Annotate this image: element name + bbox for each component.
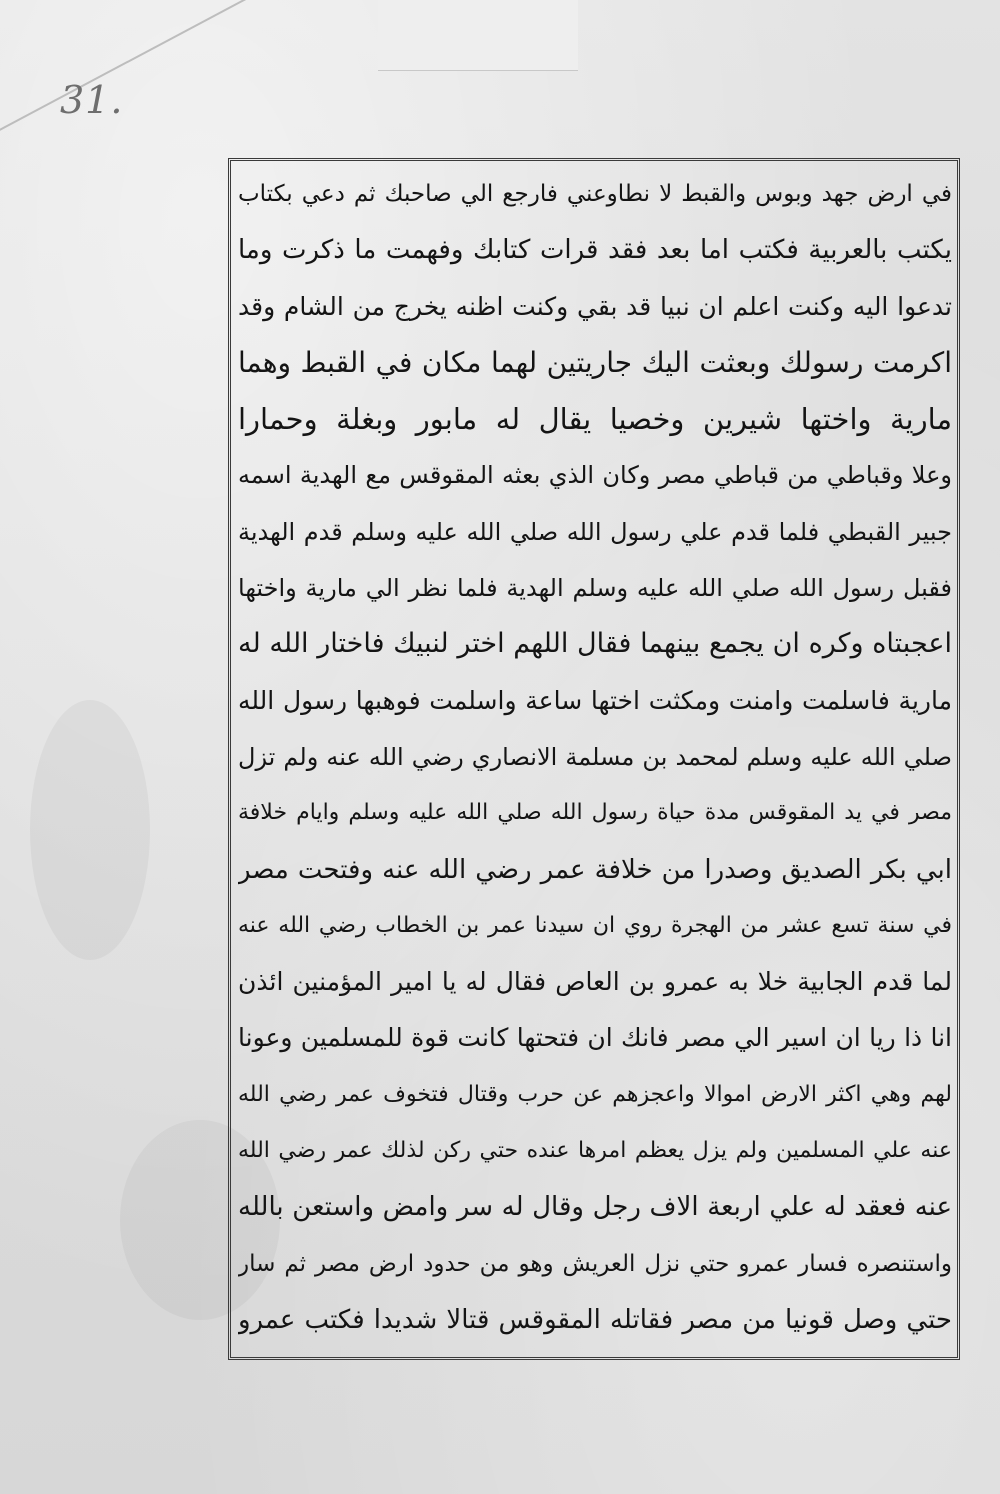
text-line: ابي بكر الصديق وصدرا من خلافة عمر رضي الله عنه وفتحت مصر bbox=[238, 854, 952, 885]
paper-stain bbox=[30, 700, 150, 960]
text-line: في سنة تسع عشر من الهجرة روي ان سيدنا عمر بن الخطاب رضي الله عنه bbox=[238, 912, 952, 938]
text-line: وعلا وقباطي من قباطي مصر وكان الذي بعثه المقوقس مع الهدية اسمه bbox=[238, 461, 952, 490]
paper-strip bbox=[378, 0, 578, 71]
text-line: في ارض جهد وبوس والقبط لا نطاوعني فارجع الي صاحبك ثم دعي بكتاب bbox=[238, 181, 952, 207]
paper-fold-line bbox=[0, 0, 252, 152]
text-line: مصر في يد المقوقس مدة حياة رسول الله صلي الله عليه وسلم وايام خلافة bbox=[238, 800, 952, 826]
text-line: عنه علي المسلمين ولم يزل يعظم امرها عنده حتي ركن لذلك عمر رضي الله bbox=[238, 1138, 952, 1164]
folio-number: 31. bbox=[60, 78, 124, 122]
manuscript-text-block bbox=[232, 166, 958, 1356]
text-line: انا ذا ريا ان اسير الي مصر فانك ان فتحتها كانت قوة للمسلمين وعونا bbox=[238, 1023, 952, 1053]
text-line: لهم وهي اكثر الارض اموالا واعجزهم عن حرب وقتال فتخوف عمر رضي الله bbox=[238, 1081, 952, 1107]
text-line: اعجبتاه وكره ان يجمع بينهما فقال اللهم اختر لنبيك فاختار الله له bbox=[238, 628, 952, 660]
text-line: عنه فعقد له علي اربعة الاف رجل وقال له سر وامض واستعن بالله bbox=[238, 1192, 952, 1223]
text-line: صلي الله عليه وسلم لمحمد بن مسلمة الانصاري رضي الله عنه ولم تزل bbox=[238, 742, 952, 771]
text-line: جبير القبطي فلما قدم علي رسول الله صلي الله عليه وسلم قدم الهدية bbox=[238, 517, 952, 546]
text-line: مارية فاسلمت وامنت ومكثت اختها ساعة واسلمت فوهبها رسول الله bbox=[238, 685, 952, 715]
text-line: تدعوا اليه وكنت اعلم ان نبيا قد بقي وكنت اظنه يخرج من الشام وقد bbox=[238, 291, 952, 321]
text-line: اكرمت رسولك وبعثت اليك جاريتين لهما مكان في القبط وهما bbox=[238, 345, 952, 379]
text-line: واستنصره فسار عمرو حتي نزل العريش وهو من حدود ارض مصر ثم سار bbox=[238, 1250, 952, 1277]
text-line: حتي وصل قونيا من مصر فقاتله المقوقس قتالا شديدا فكتب عمرو bbox=[238, 1304, 952, 1335]
text-line: لما قدم الجابية خلا به عمرو بن العاص فقال له يا امير المؤمنين ائذن bbox=[238, 967, 952, 997]
text-line: فقبل رسول الله صلي الله عليه وسلم الهدية فلما نظر الي مارية واختها bbox=[238, 574, 952, 603]
text-line: يكتب بالعربية فكتب اما بعد فقد قرات كتابك وفهمت ما ذكرت وما bbox=[238, 235, 952, 266]
text-line: مارية واختها شيرين وخصيا يقال له مابور وبغلة وحمارا bbox=[238, 402, 952, 437]
